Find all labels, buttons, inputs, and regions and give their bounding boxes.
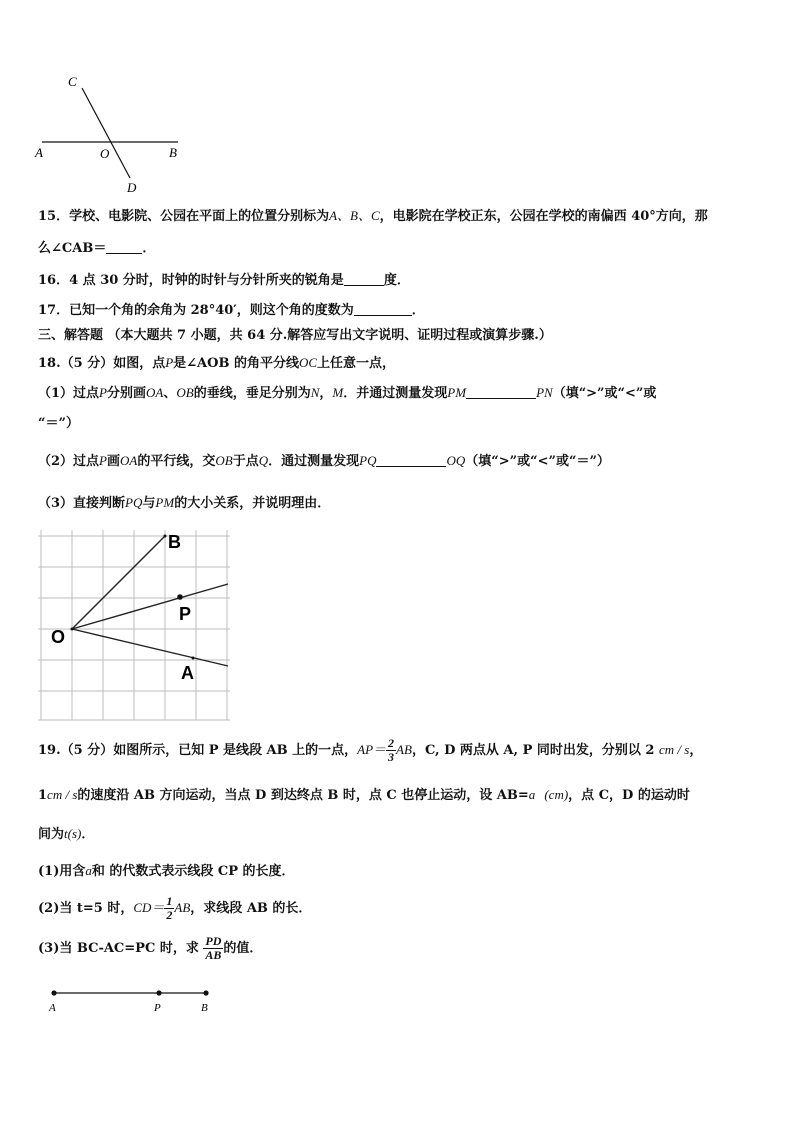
q16-text: 4 点 30 分时，时钟的时针与分针所夹的锐角是 — [69, 273, 344, 288]
q18-p2-p: P — [99, 453, 107, 468]
q19-p2-ab: AB — [174, 900, 191, 915]
question-15 — [38, 207, 708, 226]
q19-line2 — [38, 786, 690, 805]
q18-p1-c: ．并通过测量发现 — [343, 386, 448, 401]
label-o: O — [51, 627, 66, 647]
q18-p1-a: 分别画 — [107, 386, 147, 401]
label-c: C — [68, 74, 77, 89]
q19-p1-b: 和 的代数式表示线段 CP 的长度． — [91, 864, 295, 879]
grid-lines — [38, 530, 230, 720]
q18-part1-line2: “＝”） — [38, 416, 79, 431]
q19-l2-b: 的速度沿 AB 方向运动，当点 D 到达终点 B 时，点 C 也停止运动，设 AB= — [77, 788, 529, 803]
q18-p2-blank[interactable] — [376, 454, 446, 467]
question-17 — [38, 302, 425, 320]
q19-p3-a: (3)当 BC-AC=PC 时，求 — [38, 941, 199, 956]
grid-figure — [38, 530, 230, 724]
q18-p3-pq: PQ — [125, 495, 143, 510]
q19-half-den: 2 — [166, 908, 173, 922]
q18-p1-pre: （1）过点 — [38, 386, 100, 401]
q19-l3-b: ． — [81, 827, 95, 842]
q17-number: 17． — [38, 303, 70, 318]
q18-p1-comma: ， — [319, 386, 333, 401]
q19-head: 19.（5 分）如图所示，已知 P 是线段 AB 上的一点， — [38, 743, 358, 758]
q19-abd: AB — [205, 948, 222, 962]
label-b: B — [169, 145, 177, 160]
q18-p2-a: 画 — [107, 454, 121, 469]
label-a: A — [49, 1002, 56, 1014]
q18-p2-ob: OB — [215, 453, 233, 468]
q18-p3-pm: PM — [155, 495, 175, 510]
q19-p2-b: ，求线段 AB 的长． — [190, 901, 312, 916]
q15-text-cont: ，电影院在学校正东，公园在学校的南偏西 40°方向，那 — [379, 209, 708, 224]
q19-frac-2-3 — [386, 737, 396, 764]
q19-ts: t(s) — [64, 826, 82, 841]
q19-comma: ， — [689, 743, 703, 758]
question-19 — [38, 737, 702, 764]
q19-p1-a: (1)用含 — [38, 864, 86, 879]
q19-cd: CD＝ — [133, 900, 165, 915]
q16-blank[interactable] — [344, 273, 384, 286]
q19-part3 — [38, 934, 262, 964]
question-18 — [38, 354, 395, 373]
q19-part2 — [38, 893, 311, 924]
q15-points: A、B、C — [329, 208, 380, 223]
q18-p1-ob: OB — [176, 385, 194, 400]
q18-p2-e: （填“>”或“<”或“＝”） — [465, 454, 610, 469]
q18-p2-oq: OQ — [446, 453, 466, 468]
q19-cm: (cm) — [544, 787, 569, 802]
q19-p3-b: 的值． — [223, 941, 263, 956]
question-15-line2 — [38, 240, 155, 258]
q18-p2-b: 的平行线，交 — [137, 454, 216, 469]
point-p — [177, 594, 183, 600]
section-heading: 三、解答题 （本大题共 7 小题，共 64 分.解答应写出文字说明、证明过程或演算步骤.） — [38, 328, 552, 343]
q17-text: 已知一个角的余角为 28°40′，则这个角的度数为 — [69, 303, 354, 318]
q18-p1-pm: PM — [447, 385, 467, 400]
point-o — [71, 628, 74, 631]
q18-head-mid: 是∠AOB 的角平分线 — [173, 356, 299, 371]
q18-p1-blank[interactable] — [466, 386, 536, 399]
q18-p1-d: （填“>”或“<”或 — [552, 386, 657, 401]
point-b — [164, 535, 167, 538]
q17-blank[interactable] — [354, 303, 412, 316]
q15-text: 学校、电影院、公园在平面上的位置分别标为 — [69, 209, 330, 224]
q18-p3-pre: （3）直接判断 — [38, 496, 126, 511]
q18-p1-pn: PN — [536, 385, 553, 400]
point-p — [156, 990, 161, 995]
q19-unit2: cm / s — [47, 787, 78, 802]
q18-p: P — [165, 355, 174, 370]
q18-p1-p: P — [99, 385, 107, 400]
q19-frac-num: 2 — [388, 736, 395, 750]
label-a: A — [35, 145, 43, 160]
q19-frac-den: 3 — [388, 750, 395, 764]
label-a: A — [181, 663, 194, 683]
q18-part3 — [38, 494, 330, 513]
q18-p3-b: 的大小关系，并说明理由． — [174, 496, 331, 511]
q18-p1-oa: OA — [146, 385, 164, 400]
q18-p2-pre: （2）过点 — [38, 454, 100, 469]
point-a — [192, 657, 195, 660]
q18-head-end: 上任意一点， — [317, 356, 396, 371]
label-o: O — [100, 146, 110, 161]
q19-a: a — [528, 787, 536, 802]
q18-p1-sep: 、 — [163, 386, 177, 401]
q15-end: ． — [142, 241, 156, 256]
label-b: B — [201, 1002, 208, 1014]
label-p: P — [154, 1002, 161, 1014]
q19-pd: PD — [203, 935, 223, 949]
q18-p2-q: Q — [258, 453, 269, 468]
q19-l2-a: 1 — [38, 788, 48, 803]
point-b — [203, 990, 208, 995]
q18-head: 18.（5 分）如图，点 — [38, 356, 166, 371]
q18-p1-n: N — [310, 385, 320, 400]
q15-number: 15． — [38, 209, 70, 224]
segment-figure — [44, 984, 224, 1014]
q16-end: 度． — [383, 273, 410, 288]
q18-p2-pq: PQ — [359, 453, 377, 468]
angle-figure — [30, 68, 190, 198]
q15-blank[interactable] — [106, 241, 142, 254]
q19-cont: ，C, D 两点从 A, P 同时出发，分别以 2 — [411, 743, 655, 758]
q18-part1 — [38, 384, 656, 403]
q18-p1-m: M — [332, 385, 344, 400]
q16-number: 16． — [38, 273, 70, 288]
question-16 — [38, 272, 410, 290]
q19-frac-1-2 — [164, 895, 174, 922]
q19-line3 — [38, 825, 94, 844]
q19-l2-c: ，点 C，D 的运动时 — [568, 788, 690, 803]
label-p: P — [179, 604, 192, 624]
q19-p2-a: (2)当 t=5 时， — [38, 901, 134, 916]
q18-oc: OC — [298, 355, 318, 370]
q19-ab: AB — [396, 742, 412, 757]
label-b: B — [168, 532, 181, 552]
line-cd — [82, 88, 130, 178]
q18-p1-b: 的垂线，垂足分别为 — [193, 386, 311, 401]
q18-p2-d: ．通过测量发现 — [268, 454, 360, 469]
q19-frac-pd-ab — [203, 935, 223, 962]
q19-part1 — [38, 862, 295, 881]
q19-ap: AP＝ — [357, 742, 387, 757]
q18-part2 — [38, 452, 610, 471]
q19-unit1: cm / s — [658, 742, 690, 757]
label-d: D — [127, 180, 137, 195]
q19-l3-a: 间为 — [38, 827, 65, 842]
q19-half-num: 1 — [166, 894, 173, 908]
point-a — [51, 990, 56, 995]
q18-p2-c: 于点 — [232, 454, 259, 469]
q17-end: ． — [411, 303, 425, 318]
q18-p2-oa: OA — [120, 453, 138, 468]
q15-angle: 么∠CAB＝ — [38, 241, 107, 256]
q18-p3-a: 与 — [142, 496, 156, 511]
q19-p1-var: a — [85, 863, 92, 878]
